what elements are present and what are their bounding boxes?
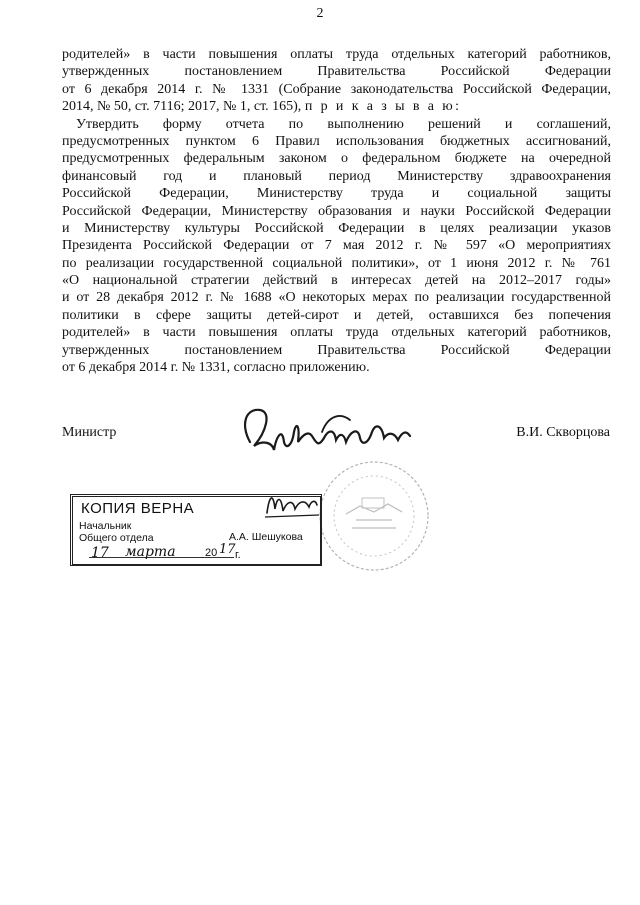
- body-line: Российской Федерации, Министерству труда и социальной защиты: [62, 186, 611, 202]
- copy-stamp-role-line2: Общего отдела: [79, 532, 154, 544]
- copy-stamp-year-prefix: 20: [205, 547, 218, 559]
- body-line: по реализации государственной социальной политики», от 1 июня 2012 г. № 761: [62, 255, 611, 271]
- body-line: и Министерству культуры Российской Федерации в целях реализации указов: [62, 220, 611, 236]
- body-line: и от 28 декабря 2012 г. № 1688 «О некоторых мерах по реализации государственной: [62, 290, 611, 306]
- copy-stamp-year-label: г.: [235, 549, 241, 561]
- body-line: «О национальной стратегии действий в интересах детей на 2012–2017 годы»: [62, 273, 611, 289]
- copy-stamp-name: А.А. Шешукова: [229, 531, 303, 543]
- body-line: от 6 декабря 2014 г. № 1331 (Собрание законодательства Российской Федерации,: [62, 81, 611, 97]
- minister-signature: [232, 402, 422, 464]
- order-word: п р и к а з ы в а ю:: [304, 99, 462, 115]
- body-line: Утвердить форму отчета по выполнению решений и соглашений,: [76, 116, 611, 132]
- copy-stamp-year-suffix: 17: [219, 542, 236, 557]
- body-line: от 6 декабря 2014 г. № 1331, согласно приложению.: [62, 360, 370, 376]
- body-line: политики в сфере защиты детей-сирот и детей, оставшихся без попечения: [62, 307, 611, 323]
- copy-certification-stamp: [70, 494, 322, 566]
- body-line-text: 2014, № 50, ст. 7116; 2017, № 1, ст. 165),: [62, 99, 302, 115]
- body-line: Президента Российской Федерации от 7 мая 2012 г. № 597 «О мероприятиях: [62, 238, 611, 254]
- minister-name: В.И. Скворцова: [516, 425, 610, 440]
- copy-signature: [263, 487, 321, 521]
- body-line: утвержденных постановлением Правительства Российской Федерации: [62, 64, 611, 80]
- body-line: финансовый год и плановый период Министерству здравоохранения: [62, 168, 611, 184]
- page-number: 2: [316, 6, 324, 21]
- body-line: Российской Федерации, Министерству образования и науки Российской Федерации: [62, 203, 611, 219]
- minister-position: Министр: [62, 425, 117, 440]
- body-line-with-order: [62, 98, 611, 115]
- copy-stamp-date-day: 17: [91, 545, 109, 561]
- body-text: [62, 46, 611, 376]
- faded-seal: [316, 458, 432, 574]
- body-line: предусмотренных пунктом 6 Правил использования бюджетных ассигнований,: [62, 133, 611, 149]
- copy-stamp-date-month: марта: [125, 544, 176, 560]
- body-line: родителей» в части повышения оплаты труда отдельных категорий работников,: [62, 47, 611, 62]
- copy-stamp-title: КОПИЯ ВЕРНА: [81, 500, 195, 517]
- copy-stamp-role-line1: Начальник: [79, 520, 132, 532]
- body-line: утвержденных постановлением Правительства Российской Федерации: [62, 342, 611, 358]
- body-line: предусмотренных федеральным законом о федеральном бюджете на очередной: [62, 151, 611, 167]
- body-line: родителей» в части повышения оплаты труда отдельных категорий работников,: [62, 325, 611, 341]
